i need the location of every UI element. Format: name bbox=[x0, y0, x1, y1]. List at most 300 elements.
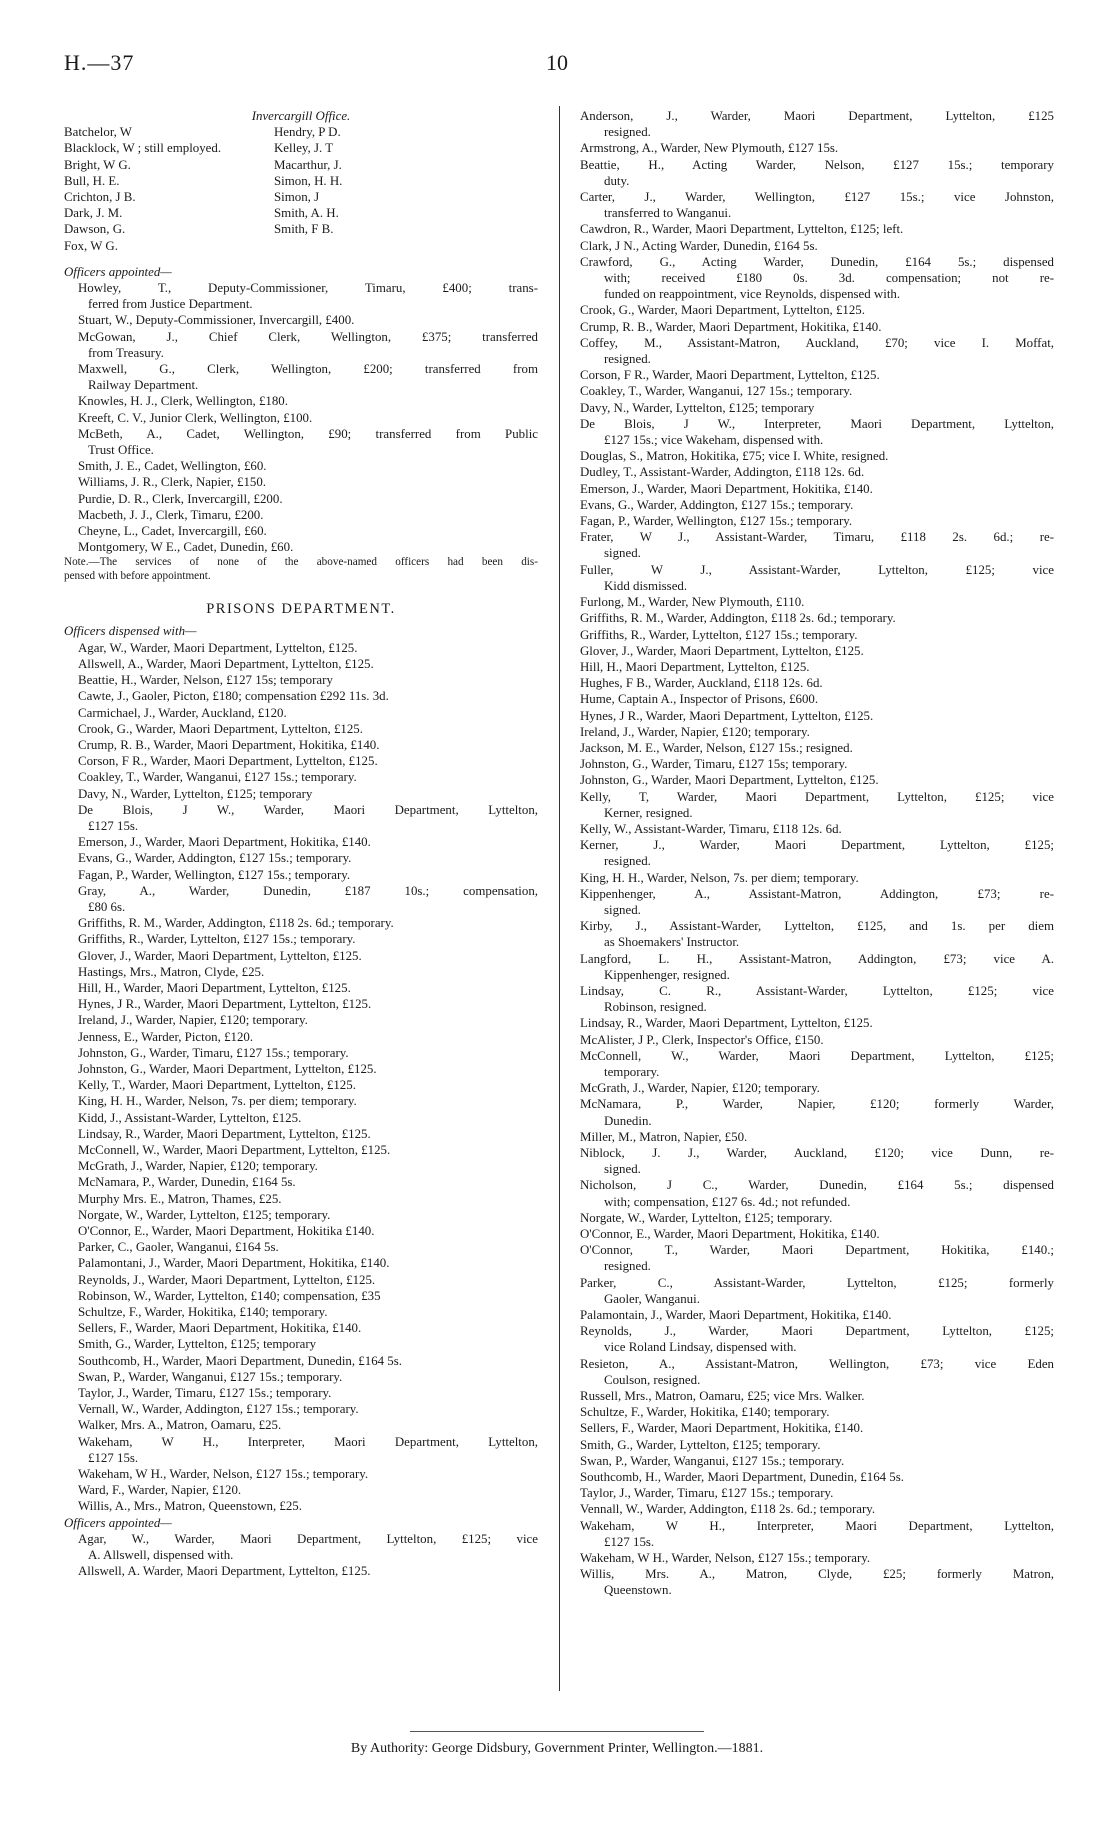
entry-line: Ireland, J., Warder, Napier, £120; temporary. bbox=[580, 724, 810, 739]
entry-line: Smith, G., Warder, Lyttelton, £125; temporary. bbox=[580, 1437, 821, 1452]
list-item bbox=[580, 627, 1054, 643]
list-item bbox=[580, 1501, 1054, 1517]
section-heading: PRISONS DEPARTMENT. bbox=[206, 601, 396, 618]
list-item bbox=[580, 756, 1054, 772]
name-row bbox=[64, 140, 538, 156]
entry-line: Sellers, F., Warder, Maori Department, Hokitika, £140. bbox=[580, 1421, 864, 1436]
entry-line: Anderson, J., Warder, Maori Department, Lyttelton, £125 bbox=[580, 109, 1054, 123]
list-item bbox=[64, 850, 538, 866]
entry-line: Johnston, G., Warder, Timaru, £127 15s.; temporary. bbox=[78, 1045, 349, 1060]
entry-line: Willis, A., Mrs., Matron, Queenstown, £25. bbox=[78, 1499, 302, 1514]
list-item bbox=[580, 837, 1054, 869]
entry-line: Norgate, W., Warder, Lyttelton, £125; temporary. bbox=[580, 1210, 833, 1225]
entry-line: Smith, J. E., Cadet, Wellington, £60. bbox=[78, 459, 267, 474]
list-item bbox=[64, 1353, 538, 1369]
entry-line: Coakley, T., Warder, Wanganui, 127 15s.; temporary. bbox=[580, 384, 853, 399]
list-item bbox=[580, 1420, 1054, 1436]
list-item bbox=[64, 458, 538, 474]
footer-rule bbox=[410, 1731, 704, 1732]
entry-line: Griffiths, R. M., Warder, Addington, £118 2s. 6d.; temporary. bbox=[580, 611, 896, 626]
entry-line: Cawdron, R., Warder, Maori Department, Lyttelton, £125; left. bbox=[580, 222, 904, 237]
entry-continuation: duty. bbox=[604, 173, 630, 188]
list-item bbox=[580, 659, 1054, 675]
entry-line: Allswell, A., Warder, Maori Department, Lyttelton, £125. bbox=[78, 656, 374, 671]
list-item bbox=[580, 789, 1054, 821]
entry-continuation: signed. bbox=[604, 546, 641, 561]
list-item bbox=[580, 383, 1054, 399]
list-item bbox=[580, 302, 1054, 318]
entry-line: Kelly, T., Warder, Maori Department, Lyttelton, £125. bbox=[78, 1078, 356, 1093]
entry-line: De Blois, J W., Warder, Maori Department, Lyttelton, bbox=[78, 802, 538, 817]
entry-line: Hynes, J R., Warder, Maori Department, Lyttelton, £125. bbox=[78, 997, 372, 1012]
entry-line: Coakley, T., Warder, Wanganui, £127 15s.; temporary. bbox=[78, 770, 357, 785]
entry-line: Hughes, F B., Warder, Auckland, £118 12s. 6d. bbox=[580, 676, 823, 691]
list-item bbox=[64, 1417, 538, 1433]
entry-line: Kelly, W., Assistant-Warder, Timaru, £118 12s. 6d. bbox=[580, 821, 842, 836]
list-item bbox=[64, 1563, 538, 1579]
entry-line: Davy, N., Warder, Lyttelton, £125; temporary bbox=[580, 400, 815, 415]
officer-name: Dark, J. M. bbox=[64, 206, 123, 221]
entry-continuation: £127 15s.; vice Wakeham, dispensed with. bbox=[604, 433, 824, 448]
entry-line: De Blois, J W., Interpreter, Maori Department, Lyttelton, bbox=[580, 416, 1054, 431]
entry-line: McConnell, W., Warder, Maori Department, Lyttelton, £125. bbox=[78, 1142, 391, 1157]
entry-line: Coffey, M., Assistant-Matron, Auckland, £70; vice I. Moffat, bbox=[580, 335, 1054, 350]
list-item bbox=[580, 189, 1054, 221]
list-item bbox=[580, 1145, 1054, 1177]
entry-line: Willis, Mrs. A., Matron, Clyde, £25; formerly Matron, bbox=[580, 1567, 1054, 1582]
list-item bbox=[580, 1015, 1054, 1031]
entry-line: Carter, J., Warder, Wellington, £127 15s.; vice Johnston, bbox=[580, 190, 1054, 205]
list-item bbox=[64, 474, 538, 490]
list-item bbox=[580, 319, 1054, 335]
list-item bbox=[64, 1320, 538, 1336]
entry-line: Sellers, F., Warder, Maori Department, Hokitika, £140. bbox=[78, 1321, 362, 1336]
list-item bbox=[64, 426, 538, 458]
entry-line: Cawte, J., Gaoler, Picton, £180; compensation £292 11s. 3d. bbox=[78, 689, 389, 704]
officers-appointed-list bbox=[64, 280, 538, 555]
entry-continuation: £80 6s. bbox=[88, 899, 126, 914]
list-item bbox=[580, 481, 1054, 497]
entry-line: Crook, G., Warder, Maori Department, Lyttelton, £125. bbox=[78, 721, 363, 736]
list-item bbox=[64, 769, 538, 785]
list-item bbox=[580, 1356, 1054, 1388]
entry-continuation: transferred to Wanganui. bbox=[604, 206, 732, 221]
list-item bbox=[580, 1437, 1054, 1453]
entry-line: Schultze, F., Warder, Hokitika, £140; temporary. bbox=[580, 1405, 830, 1420]
name-row bbox=[64, 189, 538, 205]
entry-line: Crawford, G., Acting Warder, Dunedin, £164 5s.; dispensed bbox=[580, 254, 1054, 269]
dispensed-label: Officers dispensed with— bbox=[64, 624, 197, 639]
officer-name: Smith, F B. bbox=[274, 222, 334, 237]
list-item bbox=[580, 983, 1054, 1015]
list-item bbox=[64, 507, 538, 523]
entry-line: Fuller, W J., Assistant-Warder, Lyttelton, £125; vice bbox=[580, 562, 1054, 577]
list-item bbox=[64, 1110, 538, 1126]
list-item bbox=[580, 254, 1054, 303]
office-title: Invercargill Office. bbox=[251, 109, 351, 123]
entry-line: Southcomb, H., Warder, Maori Department, Dunedin, £164 5s. bbox=[78, 1353, 402, 1368]
list-item bbox=[64, 640, 538, 656]
entry-line: Griffiths, R., Warder, Lyttelton, £127 15s.; temporary. bbox=[580, 627, 858, 642]
list-item bbox=[64, 705, 538, 721]
dispensed-list bbox=[64, 640, 538, 1515]
entry-line: Griffiths, R. M., Warder, Addington, £118 2s. 6d.; temporary. bbox=[78, 916, 394, 931]
list-item bbox=[64, 1223, 538, 1239]
appointed-label: Officers appointed— bbox=[64, 1515, 172, 1530]
entry-line: Lindsay, R., Warder, Maori Department, Lyttelton, £125. bbox=[580, 1016, 873, 1031]
entry-continuation: resigned. bbox=[604, 1259, 651, 1274]
list-item bbox=[580, 157, 1054, 189]
entry-line: Carmichael, J., Warder, Auckland, £120. bbox=[78, 705, 287, 720]
list-item bbox=[580, 108, 1054, 140]
document-code: H.—37 bbox=[64, 50, 135, 75]
entry-line: Evans, G., Warder, Addington, £127 15s.; temporary. bbox=[78, 851, 352, 866]
list-item bbox=[580, 675, 1054, 691]
list-item bbox=[64, 1158, 538, 1174]
entry-line: Parker, C., Gaoler, Wanganui, £164 5s. bbox=[78, 1240, 279, 1255]
entry-continuation: vice Roland Lindsay, dispensed with. bbox=[604, 1340, 797, 1355]
list-item bbox=[580, 886, 1054, 918]
entry-line: Nicholson, J C., Warder, Dunedin, £164 5s.; dispensed bbox=[580, 1178, 1054, 1193]
entry-line: Agar, W., Warder, Maori Department, Lyttelton, £125. bbox=[78, 640, 358, 655]
entry-line: Hill, H., Maori Department, Lyttelton, £125. bbox=[580, 659, 810, 674]
list-item bbox=[64, 931, 538, 947]
entry-line: Knowles, H. J., Clerk, Wellington, £180. bbox=[78, 394, 288, 409]
list-item bbox=[64, 1077, 538, 1093]
entry-line: Agar, W., Warder, Maori Department, Lyttelton, £125; vice bbox=[78, 1531, 538, 1546]
entry-continuation: Kerner, resigned. bbox=[604, 805, 693, 820]
list-item bbox=[64, 834, 538, 850]
officer-name: Blacklock, W ; still employed. bbox=[64, 141, 222, 156]
entry-line: Griffiths, R., Warder, Lyttelton, £127 15s.; temporary. bbox=[78, 932, 356, 947]
entry-line: Kippenhenger, A., Assistant-Matron, Addington, £73; re- bbox=[580, 886, 1054, 901]
note-line: pensed with before appointment. bbox=[64, 570, 211, 583]
entry-line: Cheyne, L., Cadet, Invercargill, £60. bbox=[78, 524, 267, 539]
entry-continuation: with; compensation, £127 6s. 4d.; not refunded. bbox=[604, 1194, 851, 1209]
list-item bbox=[580, 416, 1054, 448]
entry-line: Armstrong, A., Warder, New Plymouth, £127 15s. bbox=[580, 141, 839, 156]
entry-line: Jenness, E., Warder, Picton, £120. bbox=[78, 1029, 254, 1044]
list-item bbox=[64, 523, 538, 539]
list-item bbox=[580, 1210, 1054, 1226]
list-item bbox=[64, 312, 538, 328]
list-item bbox=[64, 393, 538, 409]
list-item bbox=[64, 361, 538, 393]
entry-line: McNamara, P., Warder, Napier, £120; formerly Warder, bbox=[580, 1097, 1054, 1112]
list-item bbox=[580, 400, 1054, 416]
officer-name: Crichton, J B. bbox=[64, 190, 136, 205]
list-item bbox=[64, 491, 538, 507]
entry-line: Dudley, T., Assistant-Warder, Addington, £118 12s. 6d. bbox=[580, 465, 865, 480]
list-item bbox=[580, 221, 1054, 237]
entry-line: Parker, C., Assistant-Warder, Lyttelton, £125; formerly bbox=[580, 1275, 1054, 1290]
entry-line: Crook, G., Warder, Maori Department, Lyttelton, £125. bbox=[580, 303, 865, 318]
entry-line: Jackson, M. E., Warder, Nelson, £127 15s.; resigned. bbox=[580, 740, 853, 755]
entry-line: Johnston, G., Warder, Timaru, £127 15s; temporary. bbox=[580, 757, 848, 772]
list-item bbox=[64, 1434, 538, 1466]
entry-line: Emerson, J., Warder, Maori Department, Hokitika, £140. bbox=[78, 835, 371, 850]
left-column bbox=[64, 108, 538, 1579]
list-item bbox=[580, 691, 1054, 707]
entry-continuation: £127 15s. bbox=[604, 1534, 655, 1549]
list-item bbox=[64, 1272, 538, 1288]
list-item bbox=[580, 1469, 1054, 1485]
name-row bbox=[64, 173, 538, 189]
entry-line: Furlong, M., Warder, New Plymouth, £110. bbox=[580, 595, 805, 610]
entry-line: McBeth, A., Cadet, Wellington, £90; transferred from Public bbox=[78, 426, 538, 441]
list-item bbox=[580, 1275, 1054, 1307]
entry-continuation: resigned. bbox=[604, 125, 651, 140]
entry-line: Lindsay, R., Warder, Maori Department, Lyttelton, £125. bbox=[78, 1126, 371, 1141]
list-item bbox=[64, 883, 538, 915]
list-item bbox=[64, 753, 538, 769]
entry-line: Hynes, J R., Warder, Maori Department, Lyttelton, £125. bbox=[580, 708, 874, 723]
officer-name: Bright, W G. bbox=[64, 157, 131, 172]
entry-line: Wakeham, W H., Warder, Nelson, £127 15s.; temporary. bbox=[78, 1467, 369, 1482]
list-item bbox=[64, 656, 538, 672]
entry-line: Smith, G., Warder, Lyttelton, £125; temporary bbox=[78, 1337, 317, 1352]
list-item bbox=[64, 410, 538, 426]
list-item bbox=[64, 737, 538, 753]
officer-name: Dawson, G. bbox=[64, 222, 126, 237]
entry-continuation: Queenstown. bbox=[604, 1583, 672, 1598]
officer-name: Simon, H. H. bbox=[274, 173, 343, 188]
entry-line: Fagan, P., Warder, Wellington, £127 15s.; temporary. bbox=[78, 867, 351, 882]
name-row bbox=[64, 238, 538, 254]
entry-line: Crump, R. B., Warder, Maori Department, Hokitika, £140. bbox=[78, 737, 380, 752]
entry-continuation: resigned. bbox=[604, 854, 651, 869]
list-item bbox=[64, 1239, 538, 1255]
entry-line: Russell, Mrs., Matron, Oamaru, £25; vice Mrs. Walker. bbox=[580, 1389, 865, 1404]
list-item bbox=[580, 610, 1054, 626]
entry-line: Kelly, T, Warder, Maori Department, Lyttelton, £125; vice bbox=[580, 789, 1054, 804]
column-divider bbox=[559, 106, 560, 1691]
officer-name: Fox, W G. bbox=[64, 238, 118, 253]
entry-line: Davy, N., Warder, Lyttelton, £125; temporary bbox=[78, 786, 313, 801]
entry-continuation: Coulson, resigned. bbox=[604, 1372, 701, 1387]
entry-line: Norgate, W., Warder, Lyttelton, £125; temporary. bbox=[78, 1207, 331, 1222]
entry-line: Crump, R. B., Warder, Maori Department, Hokitika, £140. bbox=[580, 319, 882, 334]
entry-line: Johnston, G., Warder, Maori Department, Lyttelton, £125. bbox=[580, 773, 879, 788]
officer-name: Smith, A. H. bbox=[274, 206, 339, 221]
office-name-list bbox=[64, 124, 538, 254]
entry-line: Douglas, S., Matron, Hokitika, £75; vice I. White, resigned. bbox=[580, 449, 889, 464]
officers-appointed-label: Officers appointed— bbox=[64, 264, 172, 279]
entry-line: Johnston, G., Warder, Maori Department, Lyttelton, £125. bbox=[78, 1061, 377, 1076]
entry-continuation: signed. bbox=[604, 902, 641, 917]
list-item bbox=[580, 497, 1054, 513]
entry-continuation: from Treasury. bbox=[88, 345, 164, 360]
entry-line: O'Connor, T., Warder, Maori Department, Hokitika, £140.; bbox=[580, 1243, 1054, 1258]
officer-name: Kelley, J. T bbox=[274, 141, 334, 156]
list-item bbox=[64, 915, 538, 931]
officer-name: Simon, J bbox=[274, 190, 320, 205]
appointment-list bbox=[580, 108, 1054, 1599]
entry-line: Gray, A., Warder, Dunedin, £187 10s.; compensation, bbox=[78, 883, 538, 898]
entry-line: Beattie, H., Acting Warder, Nelson, £127 15s.; temporary bbox=[580, 157, 1054, 172]
list-item bbox=[580, 1048, 1054, 1080]
entry-line: Palamontain, J., Warder, Maori Department, Hokitika, £140. bbox=[580, 1308, 892, 1323]
entry-line: Robinson, W., Warder, Lyttelton, £140; compensation, £35 bbox=[78, 1288, 381, 1303]
entry-line: Purdie, D. R., Clerk, Invercargill, £200. bbox=[78, 491, 283, 506]
list-item bbox=[580, 1404, 1054, 1420]
officer-name: Hendry, P D. bbox=[274, 125, 341, 140]
officer-name: Bull, H. E. bbox=[64, 173, 120, 188]
list-item bbox=[64, 802, 538, 834]
list-item bbox=[580, 238, 1054, 254]
note-line: Note.—The services of none of the above-named officers had been dis- bbox=[64, 556, 538, 569]
entry-continuation: £127 15s. bbox=[88, 1450, 139, 1465]
note bbox=[64, 555, 538, 583]
entry-line: Montgomery, W E., Cadet, Dunedin, £60. bbox=[78, 540, 294, 555]
list-item bbox=[580, 1080, 1054, 1096]
entry-line: Wakeham, W H., Interpreter, Maori Department, Lyttelton, bbox=[78, 1434, 538, 1449]
entry-line: McAlister, J P., Clerk, Inspector's Office, £150. bbox=[580, 1032, 824, 1047]
entry-line: Reynolds, J., Warder, Maori Department, Lyttelton, £125; bbox=[580, 1324, 1054, 1339]
list-item bbox=[64, 1482, 538, 1498]
list-item bbox=[64, 1207, 538, 1223]
entry-line: Maxwell, G., Clerk, Wellington, £200; transferred from bbox=[78, 362, 538, 377]
entry-continuation: signed. bbox=[604, 1162, 641, 1177]
entry-line: Kreeft, C. V., Junior Clerk, Wellington, £100. bbox=[78, 410, 313, 425]
list-item bbox=[580, 1307, 1054, 1323]
entry-continuation: Robinson, resigned. bbox=[604, 1000, 707, 1015]
entry-line: Langford, L. H., Assistant-Matron, Addington, £73; vice A. bbox=[580, 951, 1054, 966]
list-item bbox=[64, 1045, 538, 1061]
list-item bbox=[580, 367, 1054, 383]
entry-line: Resieton, A., Assistant-Matron, Wellington, £73; vice Eden bbox=[580, 1356, 1054, 1371]
entry-line: Stuart, W., Deputy-Commissioner, Invercargill, £400. bbox=[78, 313, 355, 328]
name-row bbox=[64, 221, 538, 237]
list-item bbox=[580, 870, 1054, 886]
list-item bbox=[580, 740, 1054, 756]
list-item bbox=[580, 1323, 1054, 1355]
entry-continuation: as Shoemakers' Instructor. bbox=[604, 935, 740, 950]
entry-line: Beattie, H., Warder, Nelson, £127 15s; temporary bbox=[78, 673, 333, 688]
entry-line: Hill, H., Warder, Maori Department, Lyttelton, £125. bbox=[78, 980, 351, 995]
entry-line: Vennall, W., Warder, Addington, £118 2s. 6d.; temporary. bbox=[580, 1502, 876, 1517]
list-item bbox=[580, 708, 1054, 724]
entry-line: Evans, G., Warder, Addington, £127 15s.; temporary. bbox=[580, 497, 854, 512]
list-item bbox=[64, 867, 538, 883]
list-item bbox=[580, 335, 1054, 367]
list-item bbox=[64, 539, 538, 555]
entry-line: Clark, J N., Acting Warder, Dunedin, £164 5s. bbox=[580, 238, 818, 253]
officer-name: Batchelor, W bbox=[64, 125, 132, 140]
entry-line: Kerner, J., Warder, Maori Department, Lyttelton, £125; bbox=[580, 838, 1054, 853]
entry-continuation: Railway Department. bbox=[88, 378, 199, 393]
entry-line: Palamontani, J., Warder, Maori Department, Hokitika, £140. bbox=[78, 1256, 390, 1271]
entry-line: O'Connor, E., Warder, Maori Department, Hokitika, £140. bbox=[580, 1227, 880, 1242]
entry-line: McNamara, P., Warder, Dunedin, £164 5s. bbox=[78, 1175, 296, 1190]
officer-name bbox=[274, 238, 474, 254]
name-row bbox=[64, 205, 538, 221]
entry-line: Miller, M., Matron, Napier, £50. bbox=[580, 1129, 748, 1144]
entry-line: Niblock, J. J., Warder, Auckland, £120; vice Dunn, re- bbox=[580, 1146, 1054, 1160]
entry-line: Vernall, W., Warder, Addington, £127 15s.; temporary. bbox=[78, 1402, 359, 1417]
entry-line: Southcomb, H., Warder, Maori Department, Dunedin, £164 5s. bbox=[580, 1470, 904, 1485]
list-item bbox=[580, 1550, 1054, 1566]
list-item bbox=[580, 1518, 1054, 1550]
list-item bbox=[580, 1566, 1054, 1598]
entry-continuation: Kippenhenger, resigned. bbox=[604, 967, 730, 982]
entry-line: Swan, P., Warder, Wanganui, £127 15s.; temporary. bbox=[78, 1369, 343, 1384]
name-row bbox=[64, 124, 538, 140]
list-item bbox=[64, 1336, 538, 1352]
list-item bbox=[64, 996, 538, 1012]
name-row bbox=[64, 157, 538, 173]
list-item bbox=[64, 280, 538, 312]
list-item bbox=[64, 1531, 538, 1563]
page-header bbox=[64, 50, 1050, 80]
list-item bbox=[64, 1401, 538, 1417]
list-item bbox=[580, 1032, 1054, 1048]
list-item bbox=[64, 1288, 538, 1304]
entry-line: Macbeth, J. J., Clerk, Timaru, £200. bbox=[78, 507, 264, 522]
list-item bbox=[64, 786, 538, 802]
entry-line: Corson, F R., Warder, Maori Department, Lyttelton, £125. bbox=[78, 754, 378, 769]
entry-line: Allswell, A. Warder, Maori Department, Lyttelton, £125. bbox=[78, 1564, 371, 1579]
entry-line: McGowan, J., Chief Clerk, Wellington, £375; transferred bbox=[78, 329, 538, 344]
list-item bbox=[580, 1485, 1054, 1501]
entry-continuation: £127 15s. bbox=[88, 818, 139, 833]
entry-line: Taylor, J., Warder, Timaru, £127 15s.; temporary. bbox=[580, 1486, 834, 1501]
list-item bbox=[64, 1174, 538, 1190]
entry-line: Reynolds, J., Warder, Maori Department, Lyttelton, £125. bbox=[78, 1272, 376, 1287]
entry-line: King, H. H., Warder, Nelson, 7s. per diem; temporary. bbox=[580, 870, 859, 885]
list-item bbox=[580, 1096, 1054, 1128]
list-item bbox=[580, 464, 1054, 480]
list-item bbox=[64, 1385, 538, 1401]
list-item bbox=[64, 1191, 538, 1207]
list-item bbox=[580, 918, 1054, 950]
entry-line: Kidd, J., Assistant-Warder, Lyttelton, £125. bbox=[78, 1110, 302, 1125]
entry-continuation: A. Allswell, dispensed with. bbox=[88, 1548, 234, 1563]
list-item bbox=[580, 1453, 1054, 1469]
list-item bbox=[580, 562, 1054, 594]
entry-line: Murphy Mrs. E., Matron, Thames, £25. bbox=[78, 1191, 282, 1206]
list-item bbox=[64, 1061, 538, 1077]
imprint: By Authority: George Didsbury, Government Printer, Wellington.—1881. bbox=[350, 1741, 764, 1756]
list-item bbox=[580, 529, 1054, 561]
entry-line: Taylor, J., Warder, Timaru, £127 15s.; temporary. bbox=[78, 1386, 332, 1401]
entry-line: Glover, J., Warder, Maori Department, Lyttelton, £125. bbox=[580, 643, 864, 658]
entry-line: McConnell, W., Warder, Maori Department, Lyttelton, £125; bbox=[580, 1048, 1054, 1063]
list-item bbox=[64, 948, 538, 964]
list-item bbox=[64, 688, 538, 704]
entry-line: Ward, F., Warder, Napier, £120. bbox=[78, 1483, 242, 1498]
appointed-list bbox=[64, 1531, 538, 1580]
entry-line: O'Connor, E., Warder, Maori Department, Hokitika £140. bbox=[78, 1224, 375, 1238]
page-number: 10 bbox=[546, 50, 568, 75]
entry-line: King, H. H., Warder, Nelson, 7s. per diem; temporary. bbox=[78, 1094, 357, 1109]
list-item bbox=[580, 772, 1054, 788]
list-item bbox=[580, 724, 1054, 740]
entry-continuation: with; received £180 0s. 3d. compensation; not re- bbox=[604, 271, 1054, 286]
entry-continuation: funded on reappointment, vice Reynolds, dispensed with. bbox=[604, 287, 901, 302]
entry-line: Frater, W J., Assistant-Warder, Timaru, £118 2s. 6d.; re- bbox=[580, 530, 1054, 545]
list-item bbox=[64, 1142, 538, 1158]
list-item bbox=[64, 980, 538, 996]
entry-line: Walker, Mrs. A., Matron, Oamaru, £25. bbox=[78, 1418, 282, 1433]
entry-line: McGrath, J., Warder, Napier, £120; temporary. bbox=[78, 1159, 318, 1174]
entry-line: Kirby, J., Assistant-Warder, Lyttelton, £125, and 1s. per diem bbox=[580, 919, 1054, 934]
list-item bbox=[64, 1126, 538, 1142]
entry-continuation: Kidd dismissed. bbox=[604, 578, 688, 593]
list-item bbox=[64, 1029, 538, 1045]
entry-line: Ireland, J., Warder, Napier, £120; temporary. bbox=[78, 1013, 308, 1028]
entry-line: Wakeham, W H., Warder, Nelson, £127 15s.; temporary. bbox=[580, 1551, 871, 1566]
